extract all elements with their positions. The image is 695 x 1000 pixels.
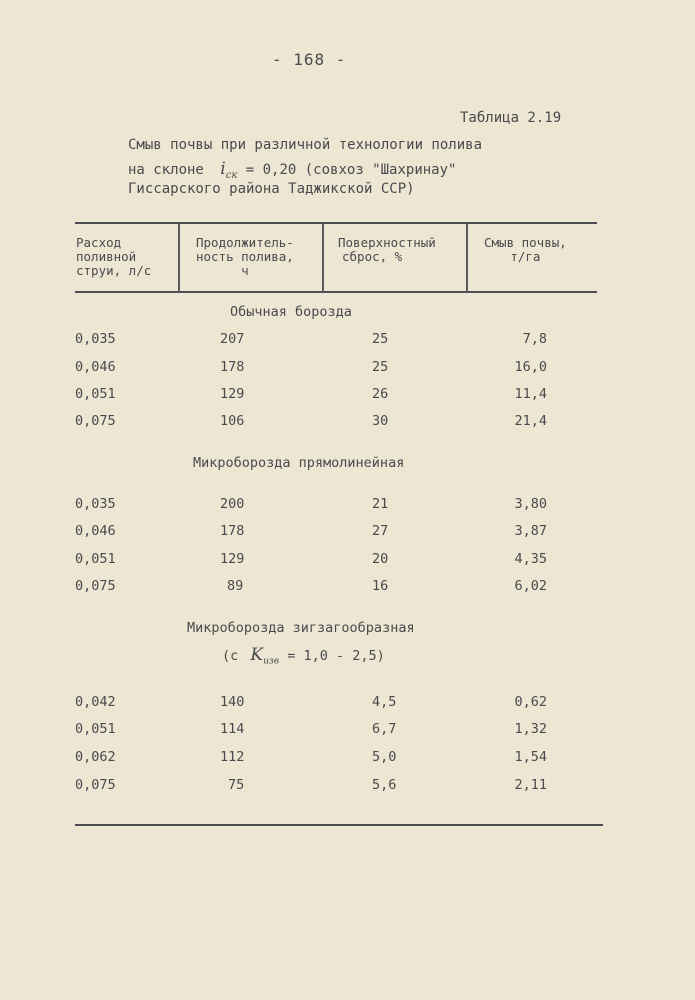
table-cell: 25: [372, 359, 389, 375]
header-divider-2: [322, 224, 324, 292]
header-divider-1: [178, 224, 180, 292]
table-cell: 0,075: [75, 777, 116, 793]
section-title-straight-microfurrow: Микроборозда прямолинейная: [193, 455, 405, 471]
page-number: - 168 -: [272, 50, 347, 69]
header-duration: [196, 236, 294, 278]
table-cell: 25: [372, 331, 389, 347]
table-cell: 106: [220, 413, 245, 429]
table-label: Таблица 2.19: [460, 110, 562, 126]
caption-line-2-suffix: = 0,20 (совхоз "Шахринау": [245, 162, 457, 178]
header-soil-loss: [484, 236, 567, 264]
caption-slope-subscript: ск: [225, 169, 238, 181]
section-subtitle-zigzag: [222, 645, 385, 667]
table-cell: 6,7: [372, 721, 397, 737]
caption-line-2: [128, 159, 456, 181]
header-soil-loss-line-1: Смыв почвы,: [484, 235, 567, 250]
table-cell: 0,075: [75, 413, 116, 429]
subtitle-coefficient-subscript: изв: [263, 656, 280, 667]
table-cell: 7,8: [522, 331, 547, 347]
section-title-ordinary-furrow: Обычная борозда: [230, 304, 352, 320]
table-cell: 207: [220, 331, 245, 347]
table-cell: 140: [220, 694, 245, 710]
table-cell: 1,54: [514, 749, 547, 765]
table-cell: 112: [220, 749, 245, 765]
header-bottom-rule: [75, 291, 597, 293]
header-duration-line-2: ность полива,: [196, 249, 294, 264]
subtitle-prefix: (с: [222, 648, 239, 664]
table-cell: 16,0: [514, 359, 547, 375]
table-cell: 0,035: [75, 496, 116, 512]
table-cell: 178: [220, 523, 245, 539]
caption-slope-symbol: i: [220, 159, 226, 179]
header-duration-line-3: ч: [241, 263, 249, 278]
table-cell: 178: [220, 359, 245, 375]
table-cell: 26: [372, 386, 389, 402]
table-cell: 200: [220, 496, 245, 512]
header-flow-rate: [76, 236, 151, 278]
section-title-zigzag-microfurrow: Микроборозда зигзагообразная: [187, 620, 415, 636]
header-runoff-line-2: сброс, %: [342, 249, 403, 264]
header-divider-3: [466, 224, 468, 292]
table-cell: 27: [372, 523, 389, 539]
table-cell: 0,051: [75, 386, 116, 402]
header-flow-rate-line-3: струи, л/с: [76, 263, 152, 278]
table-cell: 114: [220, 721, 245, 737]
table-cell: 16: [372, 578, 389, 594]
table-cell: 30: [372, 413, 389, 429]
table-cell: 11,4: [514, 386, 547, 402]
header-flow-rate-line-1: Расход: [76, 235, 122, 250]
table-cell: 0,62: [514, 694, 547, 710]
table-bottom-rule: [75, 824, 603, 826]
header-runoff-line-1: Поверхностный: [338, 235, 436, 250]
table-cell: 0,051: [75, 721, 116, 737]
subtitle-suffix: = 1,0 - 2,5): [287, 648, 385, 664]
table-cell: 0,051: [75, 551, 116, 567]
table-cell: 4,5: [372, 694, 397, 710]
table-cell: 0,046: [75, 359, 116, 375]
table-cell: 5,6: [372, 777, 397, 793]
table-cell: 129: [220, 551, 245, 567]
header-duration-line-1: Продолжитель-: [196, 235, 294, 250]
table-cell: 1,32: [514, 721, 547, 737]
table-cell: 21: [372, 496, 389, 512]
table-cell: 6,02: [514, 578, 547, 594]
table-cell: 0,046: [75, 523, 116, 539]
table-cell: 89: [227, 578, 244, 594]
table-cell: 0,062: [75, 749, 116, 765]
table-cell: 20: [372, 551, 389, 567]
table-cell: 129: [220, 386, 245, 402]
table-cell: 3,87: [514, 523, 547, 539]
table-cell: 5,0: [372, 749, 397, 765]
table-cell: 4,35: [514, 551, 547, 567]
subtitle-coefficient-symbol: K: [250, 645, 264, 665]
table-cell: 21,4: [514, 413, 547, 429]
table-cell: 0,035: [75, 331, 116, 347]
caption-line-3: Гиссарского района Таджикской ССР): [128, 181, 415, 197]
header-flow-rate-line-2: поливной: [76, 249, 137, 264]
table-cell: 2,11: [514, 777, 547, 793]
caption-line-2-prefix: на склоне: [128, 162, 204, 178]
table-cell: 3,80: [514, 496, 547, 512]
table-cell: 0,075: [75, 578, 116, 594]
header-runoff: [338, 236, 436, 264]
header-soil-loss-line-2: т/га: [510, 249, 541, 264]
table-cell: 75: [228, 777, 245, 793]
caption-line-1: Смыв почвы при различной технологии полива: [128, 137, 483, 153]
table-cell: 0,042: [75, 694, 116, 710]
table-top-rule: [75, 222, 597, 224]
